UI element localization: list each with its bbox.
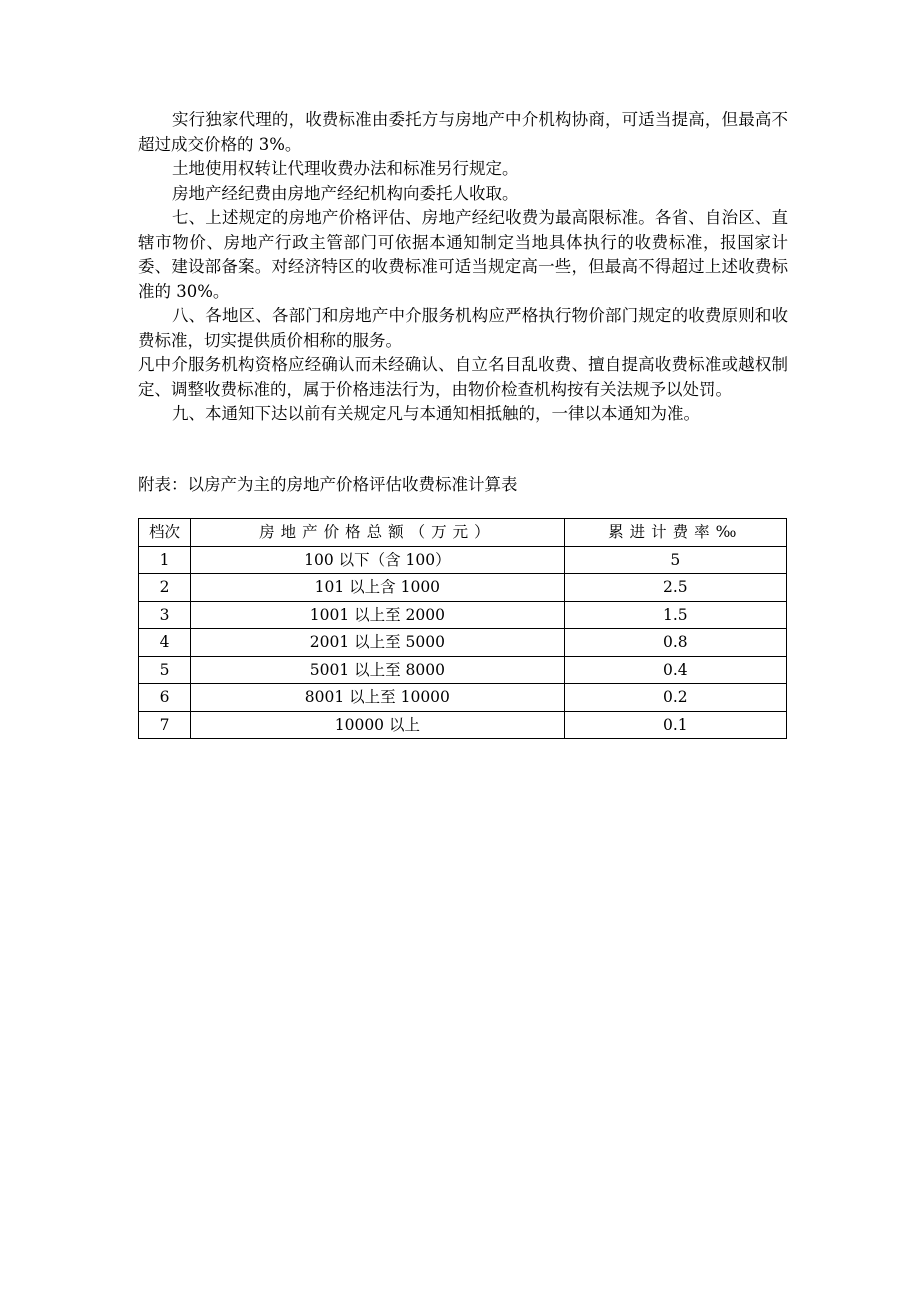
table-row	[139, 546, 787, 574]
paragraph-item-eight: 八、各地区、各部门和房地产中介服务机构应严格执行物价部门规定的收费原则和收费标准，切实提供质价相称的服务。	[138, 306, 788, 350]
cell-tier: 3	[139, 601, 191, 629]
cell-rate: 0.4	[564, 656, 786, 684]
body-text	[138, 108, 788, 427]
header-tier: 档次	[139, 519, 191, 547]
table-row	[139, 574, 787, 602]
table-row	[139, 711, 787, 739]
header-rate: 累进计费率‰	[564, 519, 786, 547]
cell-rate: 0.1	[564, 711, 786, 739]
fee-standard-table	[138, 518, 787, 739]
cell-tier: 6	[139, 684, 191, 712]
cell-total: 10000 以上	[191, 711, 565, 739]
cell-total: 8001 以上至 10000	[191, 684, 565, 712]
cell-total: 1001 以上至 2000	[191, 601, 565, 629]
cell-rate: 1.5	[564, 601, 786, 629]
paragraph-item-seven: 七、上述规定的房地产价格评估、房地产经纪收费为最高限标准。各省、自治区、直辖市物价、房地产行政主管部门可依据本通知制定当地具体执行的收费标准，报国家计委、建设部备案。对经济特区的收费标准可适当规定高一些，但最高不得超过上述收费标准的 30%。	[138, 208, 788, 301]
table-row	[139, 656, 787, 684]
table-row	[139, 684, 787, 712]
cell-rate: 2.5	[564, 574, 786, 602]
header-total-price: 房地产价格总额（万元）	[191, 519, 565, 547]
paragraph-land-use-rights: 土地使用权转让代理收费办法和标准另行规定。	[172, 159, 519, 178]
cell-rate: 5	[564, 546, 786, 574]
cell-rate: 0.8	[564, 629, 786, 657]
table-header-row	[139, 519, 787, 547]
cell-tier: 7	[139, 711, 191, 739]
cell-tier: 4	[139, 629, 191, 657]
cell-tier: 1	[139, 546, 191, 574]
cell-tier: 5	[139, 656, 191, 684]
cell-total: 100 以下（含 100）	[191, 546, 565, 574]
cell-total: 5001 以上至 8000	[191, 656, 565, 684]
paragraph-item-nine: 九、本通知下达以前有关规定凡与本通知相抵触的，一律以本通知为准。	[172, 404, 700, 423]
table-row	[139, 629, 787, 657]
cell-tier: 2	[139, 574, 191, 602]
cell-total: 101 以上含 1000	[191, 574, 565, 602]
table-row	[139, 601, 787, 629]
paragraph-violations: 凡中介服务机构资格应经确认而未经确认、自立名目乱收费、擅自提高收费标准或越权制定、调整收费标准的，属于价格违法行为，由物价检查机构按有关法规予以处罚。	[138, 355, 788, 399]
cell-rate: 0.2	[564, 684, 786, 712]
paragraph-exclusive-agency: 实行独家代理的，收费标准由委托方与房地产中介机构协商，可适当提高，但最高不超过成交价格的 3%。	[138, 110, 788, 154]
paragraph-brokerage-fee: 房地产经纪费由房地产经纪机构向委托人收取。	[172, 183, 519, 203]
cell-total: 2001 以上至 5000	[191, 629, 565, 657]
table-caption: 附表：以房产为主的房地产价格评估收费标准计算表	[138, 475, 518, 494]
